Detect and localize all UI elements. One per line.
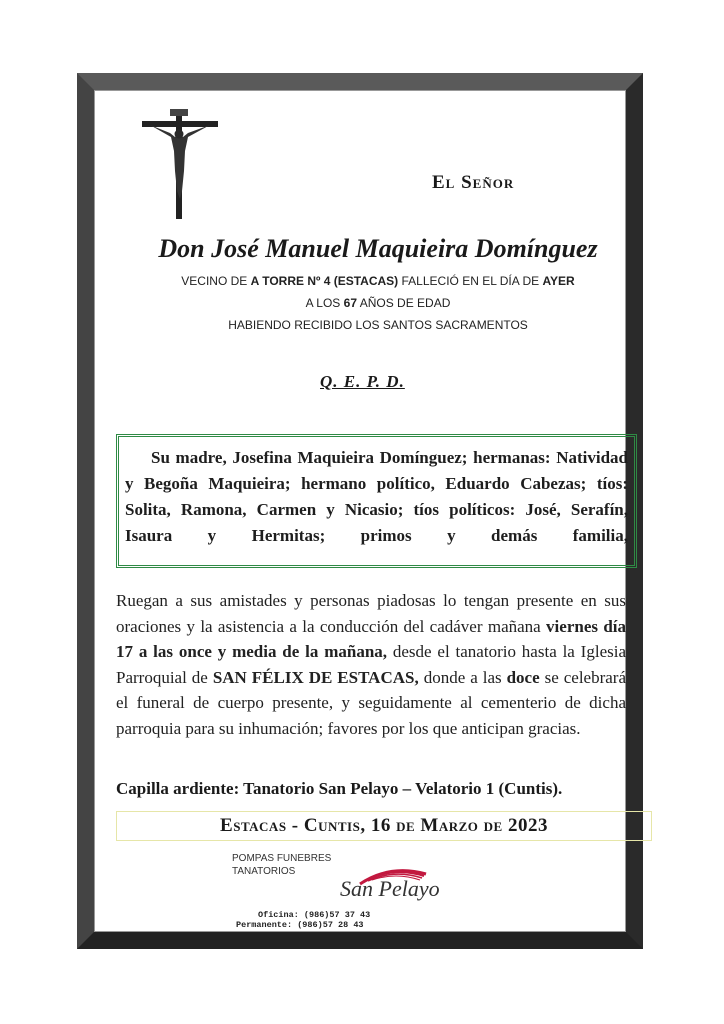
funeral-home-line2: TANATORIOS [232, 866, 296, 877]
family-box [116, 434, 637, 568]
deceased-name: Don José Manuel Maquieira Domínguez [158, 234, 598, 263]
office-phone: Oficina: (986)57 37 43 [258, 910, 371, 920]
funeral-home-services [232, 852, 331, 878]
capilla-ardiente: Capilla ardiente: Tanatorio San Pelayo – Velatorio 1 (Cuntis). [116, 779, 563, 798]
permanent-phone: Permanente: (986)57 28 43 [236, 920, 364, 930]
qepd-label: Q. E. P. D. [320, 372, 405, 391]
info-line-residence: VECINO DE A TORRE Nº 4 (ESTACAS) FALLECIÓ EN EL DÍA DE AYER [181, 274, 575, 288]
info-line-sacraments: HABIENDO RECIBIDO LOS SANTOS SACRAMENTOS [228, 318, 528, 332]
info-line-age: A LOS 67 AÑOS DE EDAD [305, 296, 451, 310]
funeral-home-line1: POMPAS FUNEBRES [232, 853, 332, 864]
body-paragraph: Ruegan a sus amistades y personas piadosas lo tengan presente en sus oraciones y la asistencia a la conducción del cadáver mañana viernes día 17 a las once y media de la mañana, desde el tanatorio hasta la Iglesia Parroquial de SAN FÉLIX DE ESTACAS, donde a las doce se celebrará el funeral de cuerpo presente, y seguidamente al cementerio de dicha parroquia para su inhumación; favores por los que anticipan gracias. [116, 591, 627, 738]
family-text: Su madre, Josefina Maquieira Domínguez; hermanas: Natividad y Begoña Maquieira; hermano político, Eduardo Cabezas; tíos: Solita, Ramona, Carmen y Nicasio; tíos políticos: José, Serafín, Isaura y Hermitas; primos y demás familia, [125, 448, 628, 545]
header-title: El Señor [432, 172, 515, 193]
crucifix-icon [140, 107, 220, 221]
logo-text: San Pelayo [340, 876, 440, 901]
date-line: Estacas - Cuntis, 16 de Marzo de 2023 [116, 811, 652, 841]
